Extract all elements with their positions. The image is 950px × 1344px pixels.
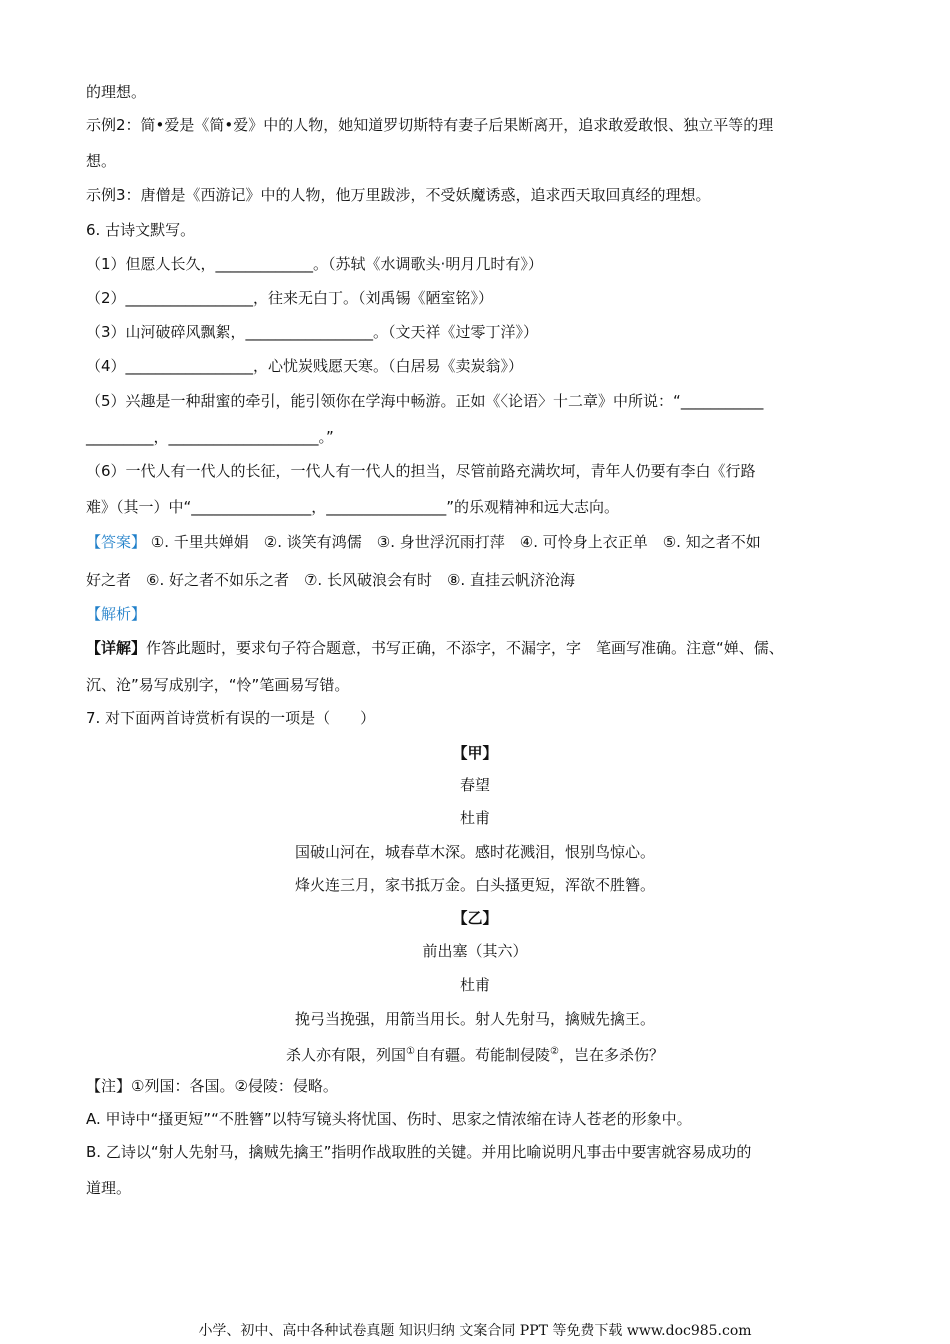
note-line: 【注】①列国：各国。②侵陵：侵略。 [86, 1077, 338, 1095]
poem-a-line: 国破山河在，城春草木深。感时花溅泪，恨别鸟惊心。 [294, 843, 655, 861]
page-footer: 小学、初中、高中各种试卷真题 知识归纳 文案合同 PPT 等免费下载 www.doc985.com [198, 1323, 752, 1339]
answer-label: 【答案】 [86, 533, 147, 551]
text-line: 示例2：简•爱是《简•爱》中的人物，她知道罗切斯特有妻子后果断离开，追求敢爱敢恨、独立平等的理 [86, 116, 774, 134]
question-6-item: （1）但愿人长久，_____________。（苏轼《水调歌头·明月几时有》） [86, 255, 543, 273]
option-a: A. 甲诗中“搔更短”“不胜簪”以特写镜头将忧国、伤时、思家之情浓缩在诗人苍老的形象中。 [86, 1110, 692, 1128]
detail-text: 作答此题时，要求句子符合题意，书写正确，不添字，不漏字，字 笔画写准确。注意“婵、儒、 [146, 639, 784, 657]
question-6-item: （6）一代人有一代人的长征，一代人有一代人的担当，尽管前路充满坎坷，青年人仍要有李白《行路 [86, 462, 756, 480]
question-6-item: （3）山河破碎风飘絮，_________________。（文天祥《过零丁洋》） [86, 323, 539, 341]
poem-b-line: 挽弓当挽强，用箭当用长。射人先射马，擒贼先擒王。 [294, 1010, 655, 1028]
text-line: 示例3：唐僧是《西游记》中的人物，他万里跋涉，不受妖魔诱惑，追求西天取回真经的理想。 [86, 186, 711, 204]
question-6-item: 难》（其一）中“________________，________________”的乐观精神和远大志向。 [86, 498, 620, 516]
poem-a-title: 春望 [459, 776, 490, 794]
question-6-item: （4）_________________，心忧炭贱愿天寒。（白居易《卖炭翁》） [86, 357, 524, 375]
answer-text: ①. 千里共婵娟 ②. 谈笑有鸿儒 ③. 身世浮沉雨打萍 ④. 可怜身上衣正单 ⑤. 知之者不如 [150, 533, 761, 551]
question-6-item: （5）兴趣是一种甜蜜的牵引，能引领你在学海中畅游。正如《〈论语〉十二章》中所说：“___________ [86, 392, 764, 410]
poem-b-tag: 【乙】 [452, 909, 498, 927]
poem-b-line [0, 1042, 950, 1065]
detail-label: 【详解】 [86, 639, 147, 657]
question-6-heading: 6. 古诗文默写。 [86, 221, 196, 239]
analysis-line [86, 638, 784, 658]
answer-line [86, 532, 761, 552]
option-b: B. 乙诗以“射人先射马，擒贼先擒王”指明作战取胜的关键。并用比喻说明凡事击中要害就容易成功的 [86, 1143, 752, 1161]
poem-b-text: ，岂在多杀伤？ [558, 1046, 664, 1064]
poem-b-text: 杀人亦有限，列国 [286, 1046, 407, 1064]
poem-b-text: 自有疆。苟能制侵陵 [414, 1046, 550, 1064]
poem-a-line: 烽火连三月，家书抵万金。白头搔更短，浑欲不胜簪。 [294, 876, 655, 894]
poem-a-tag: 【甲】 [452, 744, 498, 762]
footnote-marker: ① [406, 1046, 415, 1057]
question-6-item: _________，____________________。” [86, 428, 334, 446]
analysis-label: 【解析】 [86, 605, 147, 623]
footnote-marker: ② [550, 1046, 559, 1057]
detail-text-continued: 沉、沧”易写成别字，“怜”笔画易写错。 [86, 676, 350, 694]
question-7-heading: 7. 对下面两首诗赏析有误的一项是（ ） [86, 709, 376, 727]
poem-b-author: 杜甫 [459, 976, 490, 994]
text-line: 的理想。 [86, 83, 147, 101]
poem-b-title: 前出塞（其六） [422, 942, 528, 960]
text-line: 想。 [86, 152, 117, 170]
option-b-continued: 道理。 [86, 1179, 132, 1197]
question-6-item: （2）_________________，往来无白丁。（刘禹锡《陋室铭》） [86, 289, 494, 307]
answer-text-continued: 好之者 ⑥. 好之者不如乐之者 ⑦. 长风破浪会有时 ⑧. 直挂云帆济沧海 [86, 571, 575, 589]
poem-a-author: 杜甫 [459, 809, 490, 827]
